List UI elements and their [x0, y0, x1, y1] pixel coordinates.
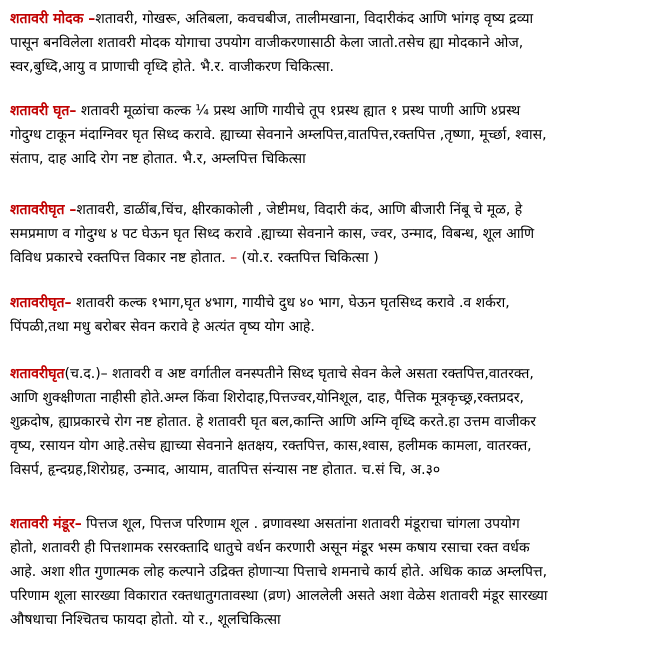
entry-line	[10, 609, 281, 631]
entry-line	[10, 199, 522, 221]
entry-dash: –	[230, 250, 238, 266]
entry-text: शतावरी व अष्ट वर्गातील वनस्पतीने सिध्द घृताचे सेवन केले असता रक्तपित्त,वातरक्त,	[107, 366, 534, 382]
entry-line	[10, 148, 306, 170]
entry-line	[10, 411, 536, 433]
entry-text: शुक्रदोष, ह्याप्रकारचे रोग नष्ट होतात. हे शतावरी घृत बल,कान्ति आणि अग्नि वृध्दि करते.हा उत्तम वाजीकर	[10, 414, 537, 430]
entry-text: विसर्प, हृन्दग्रह,शिरोग्रह, उन्माद, आयाम, वातपित्त संन्यास नष्ट होतात. च.सं चि, अ.३०	[10, 462, 441, 478]
entry-text: पासून बनविलेला शतावरी मोदक योगाचा उपयोग वाजीकरणासाठी केला जातो.तसेच ह्या मोदकाने ओज,	[10, 35, 524, 51]
entry-text: शतावरी, गोखरू, अतिबला, कवचबीज, तालीमखाना, विदारीकंद आणि भांगइ वृष्य द्रव्या	[95, 11, 534, 27]
entry-line	[10, 459, 440, 481]
entry-line	[10, 8, 533, 30]
entry-text: गोदुग्ध टाकून मंदाग्निवर घृत सिध्द करावे. ह्याच्या सेवनाने अम्लपित्त,वातपित्त,रक्तपित्त ,तृष्णा, मूर्च्छा, श्वास,	[10, 127, 547, 143]
entry-line	[10, 561, 547, 583]
entry-text: संताप, दाह आदि रोग नष्ट होतात. भै.र, अम्लपित्त चिकित्सा	[10, 151, 306, 167]
entry-text: शतावरी मूळांचा कल्क ¼ प्रस्थ आणि गायीचे तूप १प्रस्थ ह्यात १ प्रस्थ पाणी आणि ४प्रस्थ	[76, 103, 521, 119]
entry-text: विविध प्रकारचे रक्तपित्त विकार नष्ट होतात.	[10, 250, 231, 266]
entry-heading: शतावरी घृत–	[10, 103, 77, 119]
entry-heading: शतावरी मोदक –	[10, 11, 96, 27]
entry-line	[10, 387, 524, 409]
entry-text: परिणाम शूला सारख्या विकारात रक्तधातुगतावस्था (व्रण) आललेली असते अशा वेळेस शतावरी मंडूर सारख्या	[10, 588, 548, 604]
entry-text: वृष्य, रसायन योग आहे.तसेच ह्याच्या सेवनाने क्षतक्षय, रक्तपित्त, कास,श्वास, हलीमक कामला, वातरक्त,	[10, 438, 532, 454]
entry-text: होतो, शतावरी ही पित्तशामक रसरक्तादि धातुचे वर्धन करणारी असून मंडूर भस्म कषाय रसाचा रक्त वर्धक	[10, 540, 530, 556]
entry-line	[10, 585, 547, 607]
entry-text: स्वर,बुध्दि,आयु व प्राणाची वृध्दि होते. भै.र. वाजीकरण चिकित्सा.	[10, 59, 334, 75]
entry-reference: (यो.र. रक्तपित्त चिकित्सा )	[237, 250, 379, 266]
entry-line	[10, 56, 334, 78]
entry-heading: शतावरीघृत	[10, 366, 65, 382]
entry-text: आहे. अशा शीत गुणात्मक लोह कल्पाने उद्रिक्त होणाऱ्या पित्ताचे शमनाचे कार्य होते. अधिक काळ अम्लपित्त,	[10, 564, 548, 580]
entry-line	[10, 247, 379, 269]
entry-text: पिंपळी,तथा मधु बरोबर सेवन करावे हे अत्यंत वृष्य योग आहे.	[10, 319, 315, 335]
entry-line	[10, 32, 523, 54]
entry-heading-suffix: (च.द.)–	[64, 366, 108, 382]
entry-line	[10, 292, 510, 314]
entry-line	[10, 537, 530, 559]
entry-heading: शतावरीघृत–	[10, 295, 72, 311]
entry-line	[10, 363, 534, 385]
entry-line	[10, 223, 534, 245]
entry-line	[10, 100, 520, 122]
entry-text: शतावरी, डाळींब,चिंच, क्षीरकाकोली , जेष्टीमध, विदारी कंद, आणि बीजारी निंबू चे मूळ, हे	[76, 202, 523, 218]
entry-text: आणि शुक्क्षीणता नाहीसी होते.अम्ल किंवा शिरोदाह,पित्तज्वर,योनिशूल, दाह, पैत्तिक मूत्रकृच्छ्र,रक्तप्रदर,	[10, 390, 524, 406]
entry-line	[10, 316, 315, 338]
entry-text: शतावरी कल्क १भाग,घृत ४भाग, गायीचे दुध ४० भाग, घेऊन घृतसिध्द करावे .व शर्करा,	[71, 295, 510, 311]
entry-line	[10, 435, 532, 457]
entry-text: पित्तज शूल, पित्तज परिणाम शूल . व्रणावस्था असतांना शतावरी मंडूराचा चांगला उपयोग	[81, 516, 520, 532]
entry-heading: शतावरी मंडूर–	[10, 516, 82, 532]
entry-line	[10, 124, 547, 146]
entry-line	[10, 513, 520, 535]
entry-heading: शतावरीघृत –	[10, 202, 77, 218]
entry-text: औषधाचा निश्चितच फायदा होतो. यो र., शूलचिकित्सा	[10, 612, 281, 628]
entry-text: समप्रमाण व गोदुग्ध ४ पट घेऊन घृत सिध्द करावे .ह्याच्या सेवनाने कास, ज्वर, उन्माद, विबन्ध, शूल आणि	[10, 226, 535, 242]
